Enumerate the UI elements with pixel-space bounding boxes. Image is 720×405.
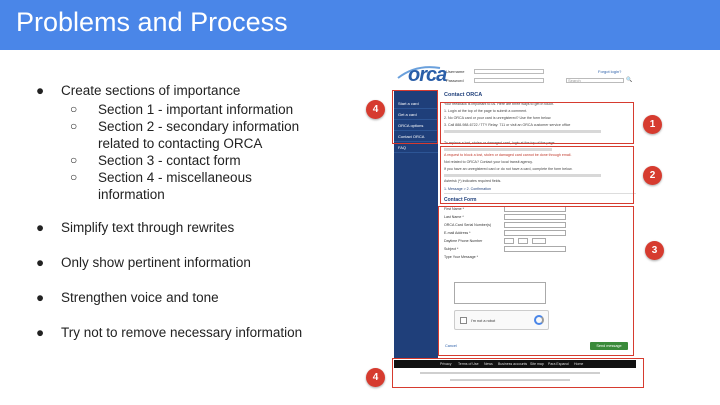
sub-bullet-text: Section 3 - contact form	[98, 153, 241, 168]
section2-box	[440, 146, 634, 204]
sub-bullet-item	[36, 169, 366, 186]
section2-warning: A request to block a lost, stolen or damaged card cannot be done through email.	[444, 153, 572, 157]
sub-bullet-text: Section 2 - secondary information	[98, 119, 300, 134]
bullet-circle-icon: ○	[70, 102, 78, 116]
cancel-link[interactable]: Cancel	[445, 344, 457, 348]
orca-logo-text: orca	[408, 64, 447, 86]
bullet-text: Create sections of importance	[61, 83, 241, 98]
bullet-circle-icon: ○	[70, 170, 78, 184]
footer-link[interactable]: Site map	[530, 362, 544, 366]
step-text: 3. Call 888-988-6722 / TTY Relay: 711 or visit an ORCA customer service office	[444, 123, 571, 127]
footer-link[interactable]: Privacy	[440, 362, 452, 366]
footer-link[interactable]: Business accounts	[498, 362, 528, 366]
badge-4-bottom: 4	[366, 368, 385, 387]
sub-bullet-item	[36, 135, 366, 152]
sidebar-item-contact-orca[interactable]: Contact ORCA	[394, 131, 438, 142]
sidebar-item-faq[interactable]: FAQ	[394, 142, 438, 153]
sub-bullet-item	[36, 152, 366, 169]
field-label: E-mail Address *	[444, 231, 471, 235]
send-message-button[interactable]: Send message	[590, 342, 628, 350]
sub-bullet-item	[36, 118, 366, 135]
section1-box	[440, 102, 634, 144]
section4-footer-box	[392, 358, 644, 388]
bullet-circle-icon: ○	[70, 153, 78, 167]
form-heading: Contact Form	[444, 197, 477, 203]
step-text: 1. Login at the top of the page to submit a comment.	[444, 109, 528, 113]
bullet-dot-icon: ●	[36, 83, 45, 98]
sub-bullet-text: Section 4 - miscellaneous	[98, 170, 252, 185]
bullet-dot-icon: ●	[36, 220, 45, 235]
field-label: ORCA Card Serial Number(s)	[444, 223, 492, 227]
bullet-text: Strengthen voice and tone	[61, 290, 219, 305]
bullet-item	[36, 324, 366, 341]
username-label: Username	[446, 69, 465, 74]
sub-bullet-item	[36, 101, 366, 118]
search-icon[interactable]: 🔍	[626, 77, 633, 83]
bullet-dot-icon: ●	[36, 255, 45, 270]
forgot-login-link[interactable]: Forgot login?	[598, 69, 622, 74]
section2-text: If you have an unregistered card or do not have a card, complete the form below.	[444, 167, 573, 171]
bullet-text: Simplify text through rewrites	[61, 220, 235, 235]
intro-text: Your feedback is important to us. Here are three ways to get in touch.	[444, 102, 555, 106]
title-bar	[0, 0, 720, 50]
section2-text: To replace a lost, stolen or damaged card, login at the top of the page	[444, 141, 555, 145]
password-label: Password	[446, 78, 464, 83]
sidebar-item-get-card[interactable]: Get a card	[394, 109, 438, 120]
badge-3: 3	[645, 241, 664, 260]
section2-text: Not related to ORCA? Contact your local transit agency.	[444, 160, 533, 164]
bullet-item	[36, 289, 366, 306]
orca-logo	[396, 60, 456, 88]
badge-2: 2	[643, 166, 662, 185]
badge-1: 1	[643, 115, 662, 134]
footer-link[interactable]: Home	[574, 362, 584, 366]
bullet-text: Only show pertinent information	[61, 255, 251, 270]
sub-bullet-item	[36, 186, 366, 203]
badge-4-top: 4	[366, 100, 385, 119]
bullet-item	[36, 219, 366, 236]
footer-link[interactable]: Terms of Use	[458, 362, 479, 366]
step-text: 2. No ORCA card or your card is unregistered? Use the form below.	[444, 116, 552, 120]
bullet-list	[36, 82, 366, 343]
field-label: Last Name *	[444, 215, 464, 219]
footer-link[interactable]: News	[484, 362, 493, 366]
section4-sidebar-box	[392, 90, 438, 144]
sub-bullet-text: related to contacting ORCA	[98, 136, 263, 151]
bullet-dot-icon: ●	[36, 290, 45, 305]
bullet-item	[36, 254, 366, 271]
bullet-text: Try not to remove necessary information	[61, 325, 303, 340]
bullet-circle-icon: ○	[70, 119, 78, 133]
sidebar-item-start-card[interactable]: Start a card	[394, 98, 438, 109]
slide-title: Problems and Process	[16, 7, 288, 37]
field-label: Subject *	[444, 247, 459, 251]
username-input[interactable]	[474, 69, 544, 74]
footer-link[interactable]: Para Espanol	[548, 362, 570, 366]
sub-bullet-text: Section 1 - important information	[98, 102, 294, 117]
bullet-dot-icon: ●	[36, 325, 45, 340]
section2-text: Asterisk (*) indicates required fields.	[444, 179, 502, 183]
section3-box	[438, 206, 634, 356]
bullet-item	[36, 82, 366, 99]
sub-bullet-text: information	[98, 187, 165, 202]
page-heading: Contact ORCA	[444, 92, 483, 98]
password-input[interactable]	[474, 78, 544, 83]
field-label: Type Your Message *	[444, 255, 478, 259]
sidebar-item-orca-options[interactable]: ORCA options	[394, 120, 438, 131]
form-steps: 1. Message > 2. Confirmation	[444, 187, 636, 194]
field-label: Daytime Phone Number	[444, 239, 483, 243]
search-placeholder: Search	[568, 78, 581, 83]
field-label: First Name *	[444, 207, 464, 211]
captcha-label: I'm not a robot	[471, 319, 496, 323]
